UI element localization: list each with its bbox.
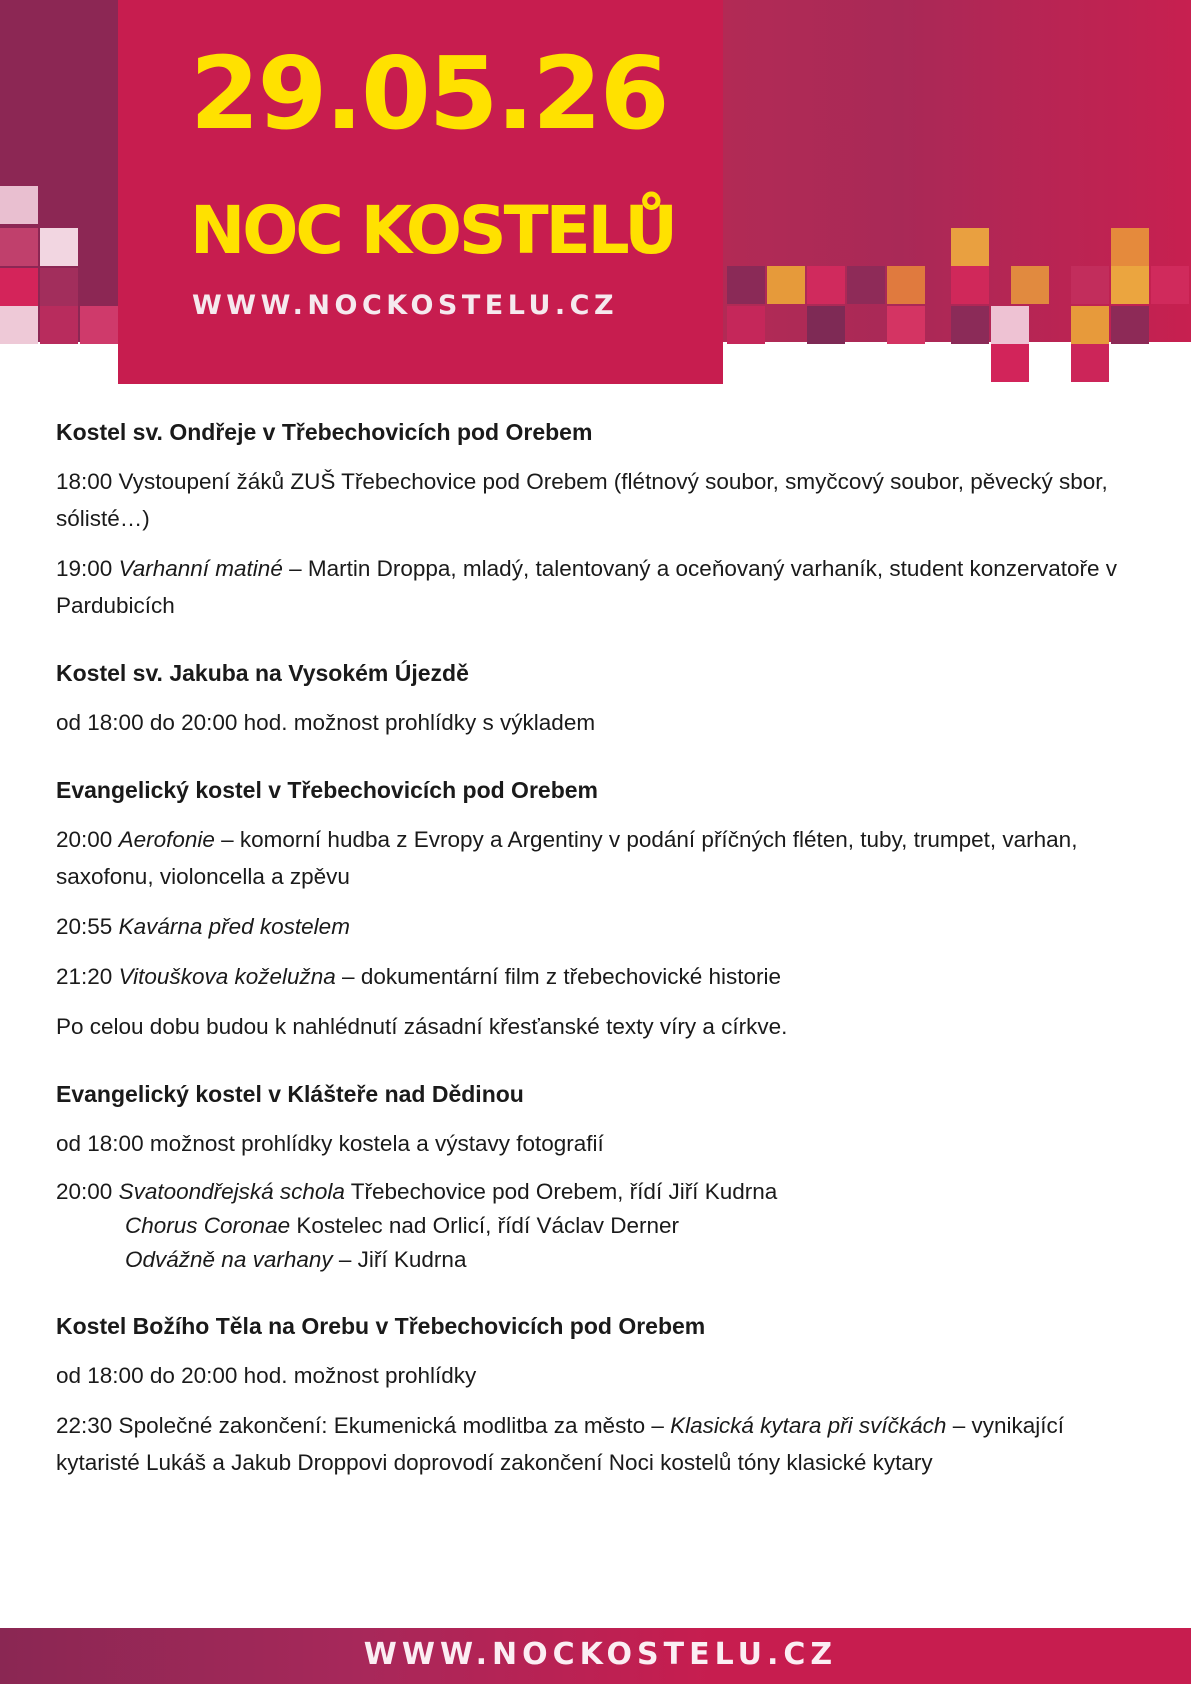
section-heading: Evangelický kostel v Třebechovicích pod Orebem: [56, 777, 598, 803]
item-desc: – vynikající kytaristé Lukáš a Jakub Droppovi doprovodí zakončení Noci kostelů tóny klasické kytary: [56, 1413, 1064, 1475]
program-item: [56, 1407, 1146, 1481]
deco-square: [991, 344, 1029, 382]
deco-square: [887, 266, 925, 304]
deco-square: [40, 268, 78, 306]
item-title: Aerofonie: [118, 827, 215, 852]
section-heading: Kostel Božího Těla na Orebu v Třebechovicích pod Orebem: [56, 1313, 706, 1339]
item-desc: Třebechovice pod Orebem, řídí Jiří Kudrna: [344, 1179, 778, 1204]
deco-square: [0, 186, 38, 224]
deco-square: [951, 306, 989, 344]
item-desc: Kostelec nad Orlicí, řídí Václav Derner: [290, 1213, 679, 1238]
item-time: 20:00: [56, 827, 119, 852]
program-item: Po celou dobu budou k nahlédnutí zásadní křesťanské texty víry a církve.: [56, 1014, 788, 1039]
item-time: 21:20: [56, 964, 119, 989]
section-heading: Kostel sv. Jakuba na Vysokém Újezdě: [56, 660, 469, 686]
deco-square: [0, 228, 38, 266]
deco-square: [1071, 266, 1109, 304]
event-title: NOC KOSTELŮ: [190, 192, 675, 269]
item-title: Kavárna před kostelem: [118, 914, 350, 939]
item-time: 19:00: [56, 556, 119, 581]
item-title: Varhanní matiné: [118, 556, 283, 581]
item-title: Chorus Coronae: [125, 1213, 291, 1238]
deco-square: [887, 306, 925, 344]
item-title: Svatoondřejská schola: [118, 1179, 345, 1204]
program-item: [56, 550, 1146, 624]
section-evangelicky-trebechovice: [56, 774, 1146, 1045]
deco-square: [951, 228, 989, 266]
item-title: Odvážně na varhany: [125, 1247, 333, 1272]
footer-bar: [0, 1628, 1191, 1684]
header-url-link[interactable]: WWW.NOCKOSTELU.CZ: [192, 290, 619, 321]
program-item: od 18:00 do 20:00 hod. možnost prohlídky: [56, 1363, 477, 1388]
program-item: [56, 821, 1146, 895]
deco-square: [1111, 306, 1149, 344]
item-desc: – dokumentární film z třebechovické historie: [335, 964, 781, 989]
item-desc: – Jiří Kudrna: [332, 1247, 467, 1272]
deco-square: [807, 266, 845, 304]
item-time: 20:00: [56, 1179, 119, 1204]
footer-url-link[interactable]: WWW.NOCKOSTELU.CZ: [363, 1637, 838, 1672]
header-banner: [0, 0, 1191, 384]
program-item: od 18:00 možnost prohlídky kostela a výstavy fotografií: [56, 1131, 604, 1156]
deco-square: [0, 268, 38, 306]
deco-square: [40, 228, 78, 266]
section-jakuba: [56, 657, 1146, 741]
section-boziho-tela: [56, 1310, 1146, 1481]
deco-square: [727, 306, 765, 344]
deco-square: [991, 306, 1029, 344]
program-content: [56, 416, 1146, 1514]
deco-square: [1071, 344, 1109, 382]
program-item: [56, 1175, 1146, 1277]
deco-square: [847, 266, 885, 304]
event-date: 29.05.26: [190, 35, 668, 152]
deco-square: [1111, 266, 1149, 304]
item-desc: 22:30 Společné zakončení: Ekumenická modlitba za město –: [56, 1413, 671, 1438]
deco-square: [951, 266, 989, 304]
section-heading: Evangelický kostel v Klášteře nad Dědinou: [56, 1081, 524, 1107]
deco-square: [1111, 228, 1149, 266]
program-item: [56, 908, 1146, 945]
program-item: od 18:00 do 20:00 hod. možnost prohlídky s výkladem: [56, 710, 596, 735]
deco-square: [767, 266, 805, 304]
deco-square: [1011, 266, 1049, 304]
section-heading: Kostel sv. Ondřeje v Třebechovicích pod Orebem: [56, 419, 593, 445]
section-ondreje: [56, 416, 1146, 624]
deco-square: [80, 306, 118, 344]
program-item: [56, 958, 1146, 995]
deco-square: [40, 306, 78, 344]
program-item: 18:00 Vystoupení žáků ZUŠ Třebechovice pod Orebem (flétnový soubor, smyčcový soubor, pěvecký sbor, sólisté…): [56, 469, 1108, 531]
deco-square: [1071, 306, 1109, 344]
deco-square: [1151, 266, 1189, 304]
section-klaster: [56, 1078, 1146, 1277]
item-desc: – Martin Droppa, mladý, talentovaný a oceňovaný varhaník, student konzervatoře v Pardubicích: [56, 556, 1118, 618]
deco-square: [0, 306, 38, 344]
deco-square: [727, 266, 765, 304]
item-title: Klasická kytara při svíčkách: [670, 1413, 947, 1438]
item-desc: – komorní hudba z Evropy a Argentiny v podání příčných fléten, tuby, trumpet, varhan, saxofonu, violoncella a zpěvu: [56, 827, 1078, 889]
item-time: 20:55: [56, 914, 119, 939]
deco-square: [807, 306, 845, 344]
item-title: Vitouškova koželužna: [118, 964, 336, 989]
title-banner: [118, 0, 723, 384]
